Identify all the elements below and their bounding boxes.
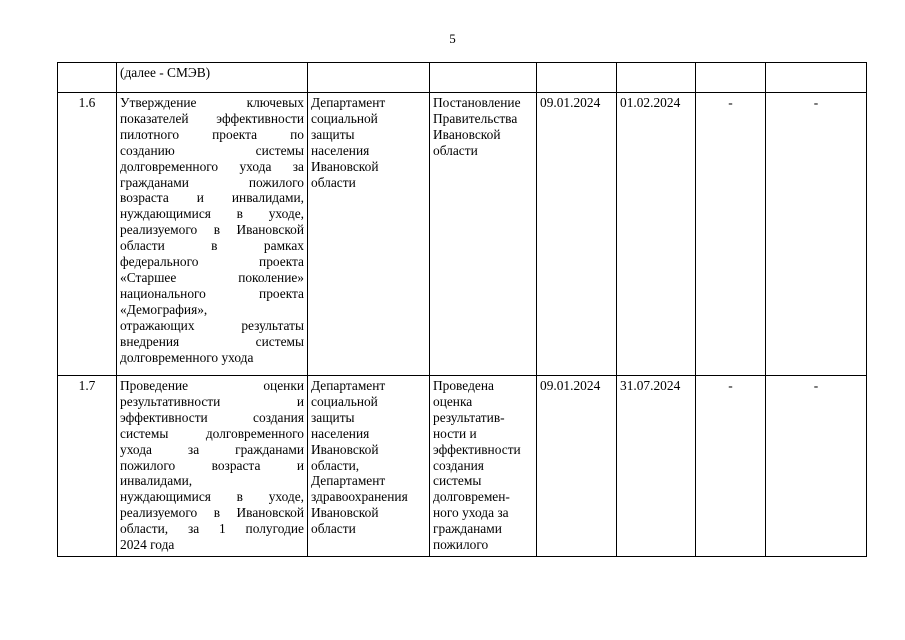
text-line: 2024 года [120,537,175,553]
table-row [58,376,867,557]
text-line: пожилого [433,537,489,553]
text-line: Постановление [433,95,521,110]
text-line: гражданами пожилого [120,174,304,190]
text-line: Проведена [433,378,494,393]
text-line: гражданами [433,521,502,537]
text-line: нуждающимися в уходе, [120,489,304,505]
activity-description [117,376,308,557]
responsible-executor [308,376,430,557]
text-line: защиты [311,409,355,425]
activity-description [117,93,308,376]
text-line: пожилого возраста и [120,457,304,473]
col8-value: - [766,376,867,557]
text-line: внедрения системы [120,333,304,349]
text-line: системы [433,473,482,489]
text-line: показателей эффективности [120,110,304,126]
col7-value: - [696,376,766,557]
item-number: 1.6 [58,93,117,376]
text-line: созданию системы [120,142,304,158]
cell-empty [430,63,537,93]
text-line: области, за 1 полугодие [120,521,304,537]
text-line: ности и [433,425,477,441]
text-line: ухода за гражданами [120,441,304,457]
text-line: области [311,174,356,190]
start-date: 09.01.2024 [537,93,617,376]
text-line: Ивановской [311,441,379,457]
text-line: «Старшее поколение» [120,269,304,285]
text-line: населения [311,142,370,158]
cell-empty [537,63,617,93]
text-line: Проведение оценки [120,378,304,393]
text-line: Ивановской [433,126,501,142]
text-line: долговременного ухода [120,349,254,365]
text-line: Ивановской [311,505,379,521]
start-date: 09.01.2024 [537,376,617,557]
responsible-executor [308,93,430,376]
text-line: Департамент [311,473,386,489]
cell-empty [58,63,117,93]
text-line: области, [311,457,360,473]
col8-value: - [766,93,867,376]
end-date: 31.07.2024 [617,376,696,557]
text-line: эффективности [433,441,521,457]
text-line: эффективности создания [120,409,304,425]
cell-empty [696,63,766,93]
text-line: Департамент [311,95,386,110]
cell-empty [308,63,430,93]
item-number: 1.7 [58,376,117,557]
continuation-row [58,63,867,93]
text-line: системы долговременного [120,425,304,441]
text-line: результативности и [120,393,304,409]
continuation-text: (далее - СМЭВ) [117,63,308,93]
col7-value: - [696,93,766,376]
text-line: оценка [433,393,473,409]
text-line: социальной [311,393,378,409]
text-line: долговременного ухода за [120,158,304,174]
text-line: «Демография», [120,301,208,317]
text-line: федерального проекта [120,254,304,270]
text-line: реализуемого в Ивановской [120,505,304,521]
table-row [58,93,867,376]
cell-empty [766,63,867,93]
text-line: области [433,142,478,158]
text-line: национального проекта [120,285,304,301]
text-line: ного ухода за [433,505,509,521]
text-line: отражающих результаты [120,317,304,333]
text-line: пилотного проекта по [120,126,304,142]
text-line: Утверждение ключевых [120,95,304,110]
activities-table [57,62,867,557]
text-line: социальной [311,110,378,126]
text-line: реализуемого в Ивановской [120,222,304,238]
text-line: долговремен- [433,489,510,505]
text-line: области [311,521,356,537]
text-line: Правительства [433,110,518,126]
text-line: защиты [311,126,355,142]
cell-empty [617,63,696,93]
text-line: здравоохранения [311,489,408,505]
page-number: 5 [449,31,456,46]
text-line: инвалидами, [120,473,193,489]
text-line: населения [311,425,370,441]
text-line: Департамент [311,378,386,393]
expected-result [430,93,537,376]
expected-result [430,376,537,557]
text-line: Ивановской [311,158,379,174]
text-line: результатив- [433,409,505,425]
text-line: возраста и инвалидами, [120,190,304,206]
text-line: нуждающимися в уходе, [120,206,304,222]
text-line: создания [433,457,484,473]
end-date: 01.02.2024 [617,93,696,376]
text-line: области в рамках [120,238,304,254]
